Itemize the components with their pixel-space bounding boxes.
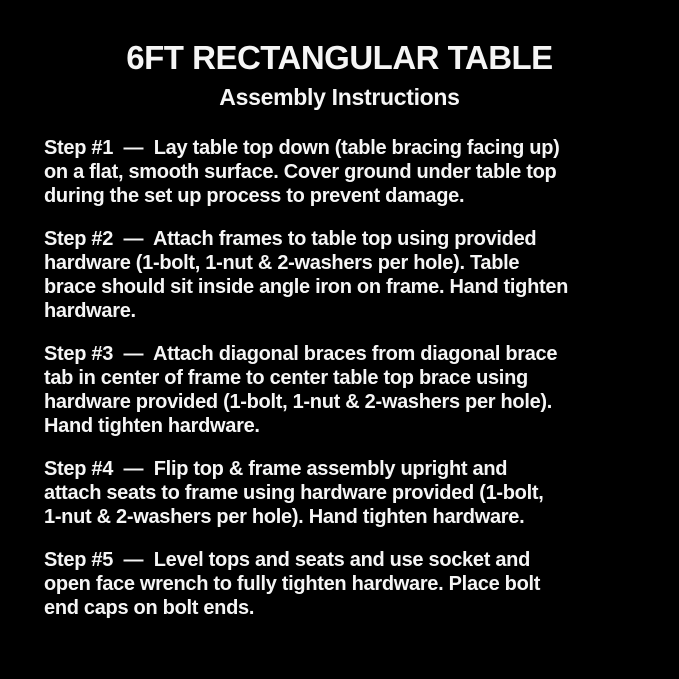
step-1-line-2: on a flat, smooth surface. Cover ground under table top xyxy=(44,160,557,183)
step-2 xyxy=(44,227,635,323)
page-subtitle: Assembly Instructions xyxy=(219,84,460,111)
step-2-line-3: brace should sit inside angle iron on frame. Hand tighten xyxy=(44,275,569,298)
step-5 xyxy=(44,548,635,620)
step-5-line-2: open face wrench to fully tighten hardware. Place bolt xyxy=(44,572,541,595)
step-3 xyxy=(44,342,635,438)
step-4-line-1: Step #4 — Flip top & frame assembly upright and xyxy=(44,457,508,480)
step-3-line-1: Step #3 — Attach diagonal braces from diagonal brace xyxy=(44,342,558,365)
step-1 xyxy=(44,136,635,208)
step-3-line-4: Hand tighten hardware. xyxy=(44,414,260,437)
step-3-line-3: hardware provided (1-bolt, 1-nut & 2-washers per hole). xyxy=(44,390,553,413)
step-2-line-4: hardware. xyxy=(44,299,136,322)
page-title: 6FT RECTANGULAR TABLE xyxy=(126,39,553,76)
step-5-line-3: end caps on bolt ends. xyxy=(44,596,255,619)
step-1-line-1: Step #1 — Lay table top down (table bracing facing up) xyxy=(44,136,560,159)
steps-list xyxy=(44,136,635,620)
step-2-line-2: hardware (1-bolt, 1-nut & 2-washers per hole). Table xyxy=(44,251,520,274)
step-4 xyxy=(44,457,635,529)
step-3-line-2: tab in center of frame to center table top brace using xyxy=(44,366,528,389)
step-5-line-1: Step #5 — Level tops and seats and use socket and xyxy=(44,548,530,571)
step-4-line-2: attach seats to frame using hardware provided (1-bolt, xyxy=(44,481,544,504)
step-4-line-3: 1-nut & 2-washers per hole). Hand tighten hardware. xyxy=(44,505,525,528)
step-2-line-1: Step #2 — Attach frames to table top using provided xyxy=(44,227,537,250)
step-1-line-3: during the set up process to prevent damage. xyxy=(44,184,465,207)
